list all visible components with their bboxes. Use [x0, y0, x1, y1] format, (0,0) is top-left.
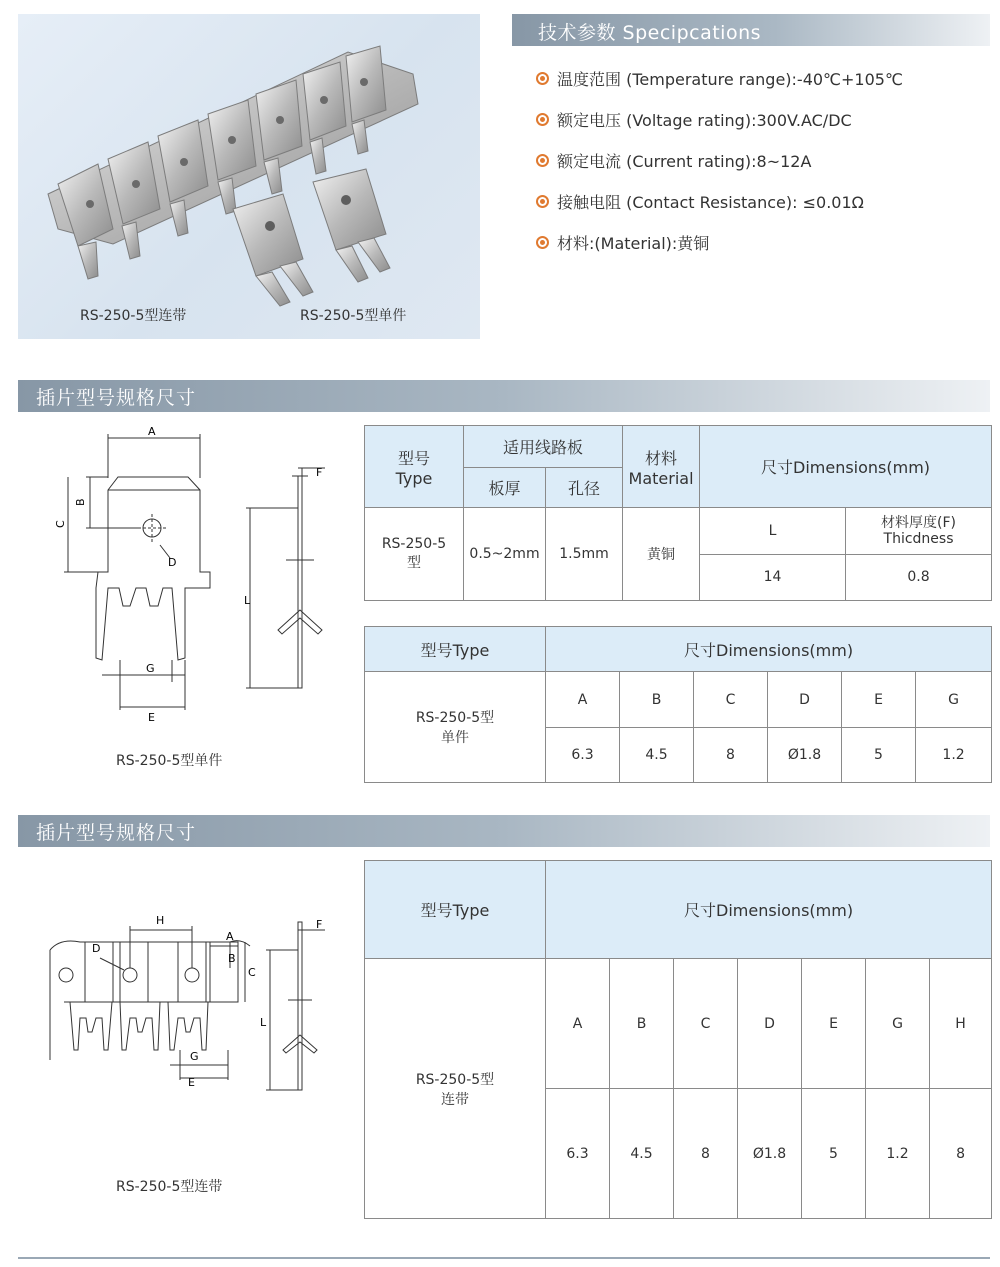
dim-label-D: D	[168, 556, 177, 569]
single-terminal-image	[233, 169, 390, 306]
product-photo-panel	[18, 14, 480, 339]
bullet-icon	[536, 72, 549, 85]
section2-title: 插片型号规格尺寸	[36, 822, 197, 844]
dim-value-B: 4.5	[610, 1089, 674, 1219]
dimensions-header: 尺寸Dimensions(mm)	[546, 627, 992, 672]
hole-diameter-header: 孔径	[546, 468, 623, 508]
dim-header-G: G	[866, 959, 930, 1089]
dimensions-header: 尺寸Dimensions(mm)	[700, 426, 992, 508]
dim-header-H: H	[930, 959, 992, 1089]
dim-value-H: 8	[930, 1089, 992, 1219]
thickness-header: 材料厚度(F) Thicdness	[846, 508, 992, 554]
hole-diameter-cell: 1.5mm	[546, 508, 623, 601]
dim-header-C: C	[694, 672, 768, 728]
spec-table-1	[364, 425, 992, 601]
dim-label-G: G	[146, 662, 155, 675]
dim-header-A: A	[546, 672, 620, 728]
section2-header-bar	[18, 815, 990, 847]
spec-table-3	[364, 860, 992, 1219]
bullet-icon	[536, 236, 549, 249]
dim-value-E: 5	[842, 728, 916, 783]
section1-header-bar	[18, 380, 990, 412]
dim-label-D: D	[92, 942, 101, 955]
dim-label-B: B	[74, 498, 87, 506]
thickness-value: 0.8	[846, 554, 992, 600]
diagram2-caption: RS-250-5型连带	[116, 1179, 223, 1195]
dim-label-A: A	[148, 425, 156, 438]
dim-header-E: E	[842, 672, 916, 728]
product-photo	[18, 14, 480, 339]
dim-header-A: A	[546, 959, 610, 1089]
dim-value-D: Ø1.8	[768, 728, 842, 783]
spec-item: 额定电流 (Current rating):8~12A	[536, 149, 811, 172]
dim-value-B: 4.5	[620, 728, 694, 783]
bullet-icon	[536, 113, 549, 126]
strip-terminal-drawing	[40, 900, 340, 1100]
footer-divider	[18, 1257, 990, 1259]
dim-value-E: 5	[802, 1089, 866, 1219]
spec-item: 材料:(Material):黄铜	[536, 231, 709, 254]
bullet-icon	[536, 195, 549, 208]
dim-label-L: L	[260, 1016, 267, 1029]
dimensions-header: 尺寸Dimensions(mm)	[546, 861, 992, 959]
spec-item: 接触电阻 (Contact Resistance): ≤0.01Ω	[536, 190, 864, 213]
L-header: L	[700, 508, 846, 554]
dim-label-C: C	[248, 966, 256, 979]
diagram1-caption: RS-250-5型单件	[116, 753, 223, 769]
type-header: 型号Type	[365, 627, 546, 672]
dim-label-F: F	[316, 918, 323, 931]
type-cell: RS-250-5 型	[365, 508, 464, 601]
type-cell: RS-250-5型 单件	[365, 672, 546, 783]
caption-single: RS-250-5型单件	[300, 308, 407, 324]
dim-value-A: 6.3	[546, 1089, 610, 1219]
spec-title: 技术参数 Specipcations	[538, 22, 762, 44]
caption-strip: RS-250-5型连带	[80, 308, 187, 324]
dim-value-A: 6.3	[546, 728, 620, 783]
dim-label-F: F	[316, 466, 323, 479]
spec-table-2	[364, 626, 992, 783]
board-thickness-cell: 0.5~2mm	[464, 508, 546, 601]
dim-header-E: E	[802, 959, 866, 1089]
dim-label-C: C	[54, 520, 67, 528]
dim-label-E: E	[188, 1076, 195, 1089]
dim-header-B: B	[610, 959, 674, 1089]
dim-label-B: B	[228, 952, 236, 965]
single-terminal-drawing	[40, 420, 340, 740]
dim-value-D: Ø1.8	[738, 1089, 802, 1219]
dim-value-G: 1.2	[866, 1089, 930, 1219]
spec-item: 温度范围 (Temperature range):-40℃+105℃	[536, 67, 903, 90]
L-value: 14	[700, 554, 846, 600]
pcb-header: 适用线路板	[464, 426, 623, 468]
dim-label-L: L	[244, 594, 251, 607]
type-cell: RS-250-5型 连带	[365, 959, 546, 1219]
material-header: 材料 Material	[623, 426, 700, 508]
dim-header-G: G	[916, 672, 992, 728]
section1-title: 插片型号规格尺寸	[36, 387, 197, 409]
dim-header-D: D	[768, 672, 842, 728]
type-header: 型号Type	[365, 861, 546, 959]
dim-header-C: C	[674, 959, 738, 1089]
dim-value-G: 1.2	[916, 728, 992, 783]
bullet-icon	[536, 154, 549, 167]
dim-label-A: A	[226, 930, 234, 943]
dim-label-E: E	[148, 711, 155, 724]
dim-value-C: 8	[674, 1089, 738, 1219]
spec-header-bar	[512, 14, 990, 46]
dim-value-C: 8	[694, 728, 768, 783]
dim-label-H: H	[156, 914, 165, 927]
dim-label-G: G	[190, 1050, 199, 1063]
dim-header-B: B	[620, 672, 694, 728]
spec-item: 额定电压 (Voltage rating):300V.AC/DC	[536, 108, 852, 131]
type-header: 型号 Type	[365, 426, 464, 508]
material-cell: 黄铜	[623, 508, 700, 601]
board-thickness-header: 板厚	[464, 468, 546, 508]
dim-header-D: D	[738, 959, 802, 1089]
